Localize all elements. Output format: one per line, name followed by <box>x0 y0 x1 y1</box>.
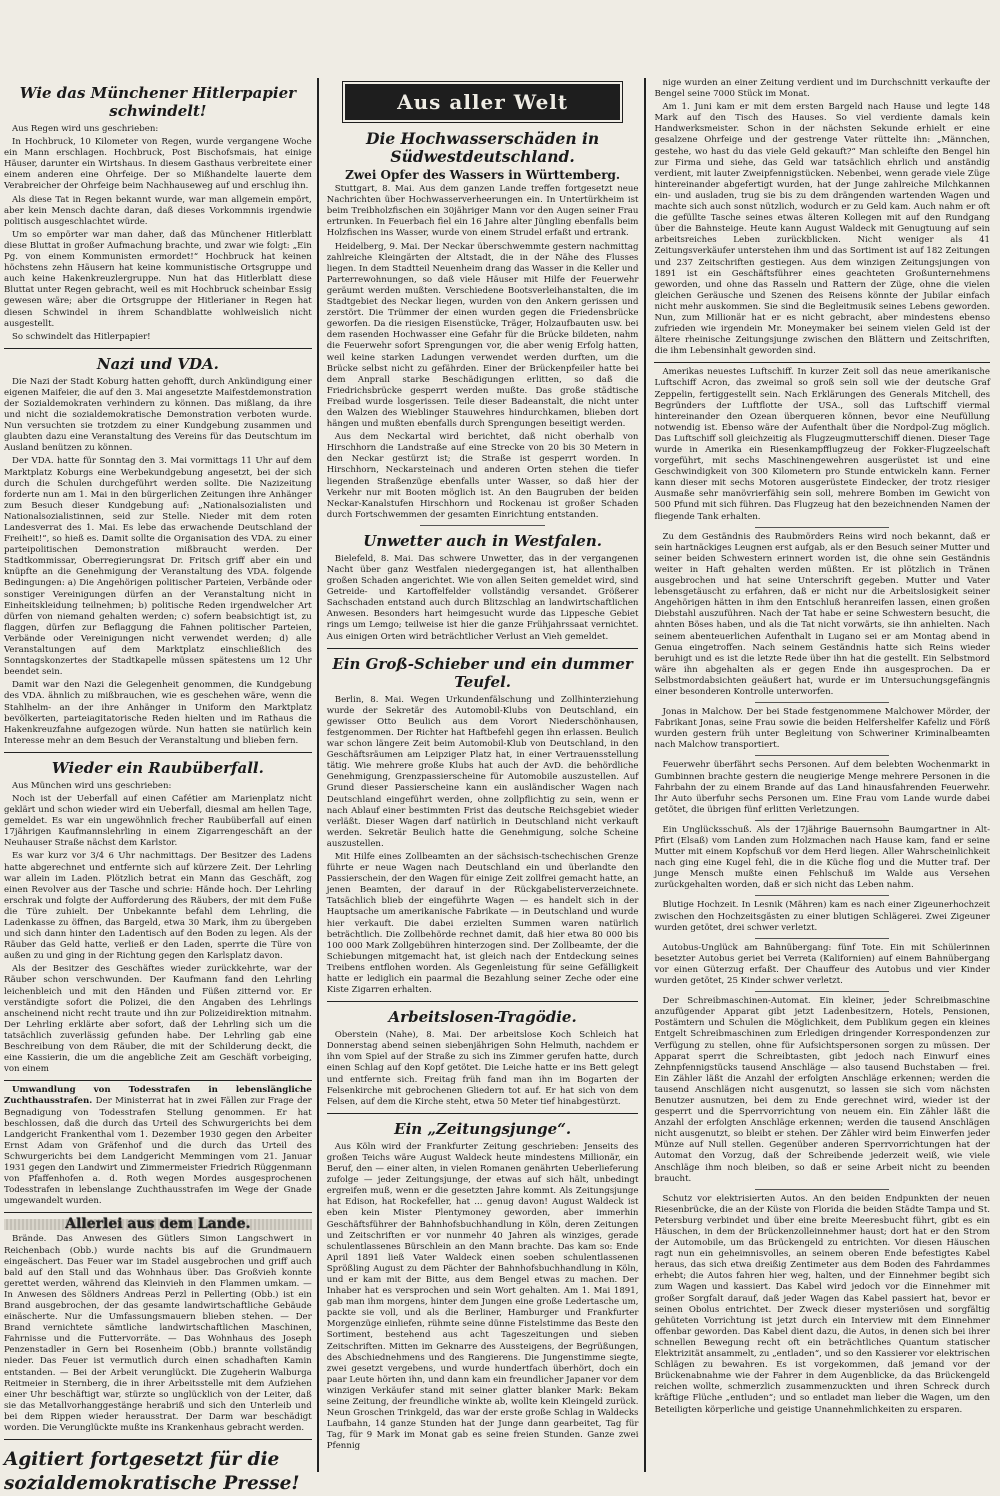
divider <box>755 755 889 756</box>
divider <box>755 895 889 896</box>
headline-raubueberfall: Wieder ein Raubüberfall. <box>51 758 264 777</box>
divider <box>4 752 312 753</box>
paragraph: Damit war den Nazi die Gelegenheit genommen, die Kundgebung des VDA. ähnlich zu mißbrauchen, wie es geschehen wäre, wenn die Stahlhelm- an der ihre Anhänger in Uniform den Marktplatz bevölkerten, parteiagitatorische Reden hielten und im Rathaus die Hakenkreuzfahne aufgezogen würde. Nun hatten sie natürlich kein Interesse mehr an dem Besuch der Veranstaltung und blieben fern. <box>4 680 312 746</box>
divider <box>327 648 639 649</box>
divider <box>755 527 889 528</box>
divider <box>420 525 545 526</box>
slogan-line-1: Agitiert fortgesetzt für die <box>4 1449 280 1471</box>
headline-hitlerpapier: Wie das Münchener Hitlerpapier schwindelt! <box>19 84 297 120</box>
divider <box>755 1189 889 1190</box>
headline-gross-schieber: Ein Groß-Schieber und ein dummer Teufel. <box>332 654 633 691</box>
paragraph: Die Nazi der Stadt Koburg hatten gehofft, durch Ankündigung einer eigenen Maifeier, die auf den 3. Mai angesetzte Maifestdemonstration der Sozialdemokraten verhindern zu können. Das mißlang, da ihre und nicht die sozialdemokratische Demonstration verboten wurde. Nun versuchten sie trotzdem zu einer Kundgebung zusammen und glaubten dazu eine Veranstaltung des Vereins für das Deutschtum im Ausland benützen zu können. <box>4 376 312 454</box>
paragraph-autobus: Autobus-Unglück am Bahnübergang: fünf Tote. Ein mit Schülerinnen besetzter Autobus geriet bei Verreta (Kalifornien) auf einem Bahnübergang vor einen Güterzug erfaßt. Der Chauffeur des Autobus und vier Kinder wurden getötet, 25 Kinder schwer verletzt. <box>654 942 991 987</box>
paragraph-feuerwehr: Feuerwehr überfährt sechs Personen. Auf dem belebten Wochenmarkt in Gumbinnen brachte gestern die neugierige Menge mehrere Personen in die Fahrbahn der zu einem Brande auf das Land hinausfahrenden Feuerwehr. Ihr Auto überfuhr sechs Personen um. Eine Frau vom Lande wurde dabei getötet, die übrigen fünf erlitten Verletzungen. <box>654 760 991 815</box>
paragraph: Am 1. Juni kam er mit dem ersten Bargeld nach Hause und legte 148 Mark auf den Tisch des Hauses. So viel verdiente damals kein Handwerksmeister. Schon in der nächsten Sekunde erhielt er eine gesalzene Ohrfeige und der gestrenge Vater rüttelte ihn: „Männchen, gestehe, wo hast du das viele Geld gekauft?“ Man schleifte den Bengel hin zur Firma und siehe, das Geld war tatsächlich ehrlich und anständig verdient, mit lauter Zweipfennigstücken. Nebenbei, wenn gerade viele Züge hintereinander abgefertigt wurden, hat der Junge zahlreiche Milchkannen ein- und ausladen, trug sie bis zu dem drängenden wartenden Wagen und machte sich auch sonst nützlich, wodurch er zu Geld kam. Auch nahm er oft die gefüllte Tasche seines etwas älteren Kollegen mit auf den Rundgang über die Bahnsteige. Heute kann August Waldeck mit Genugtuung auf sein arbeitsreiches Leben zurückblicken. Nicht weniger als 41 Zeitungsverkäufer unterstehen ihm und das Sortiment ist auf 182 Zeitungen und 237 Zeitschriften gestiegen. Aus dem winzigen Zeitungsjungen von 1891 ist ein Geschäftsführer eines geachteten Großunternehmens geworden, und ohne das Rasseln und Rattern der Züge, ohne die vielen gleichen Geräusche und Szenen des Reisens könnte der Jubilar einfach nicht mehr auskommen. Sie sind die Begleitmusik seines Lebens geworden. Nun, zum Millionär hat er es nicht gebracht, aber mindestens ebenso zufrieden wie irgendein Mr. Moneymaker bei seinem vielen Geld ist der ältere rheinische Zeitungsjunge zwischen den Blättern und Zeitschriften, die ihm Lebensinhalt geworden sind. <box>654 102 991 357</box>
paragraph-jonas: Jonas in Malchow. Der bei Stade festgenommene Malchower Mörder, der Fabrikant Jonas, seine Frau sowie die beiden Helfershelfer Kafeliz und Förß wurden gestern früh unter Begleitung von Schweriner Kriminalbeamten nach Malchow transportiert. <box>654 707 991 751</box>
slogan-line-2: sozialdemokratische Presse! <box>4 1473 300 1495</box>
divider <box>4 1080 312 1081</box>
divider <box>4 1439 312 1440</box>
paragraph: Es war kurz vor 3/4 6 Uhr nachmittags. Der Besitzer des Ladens hatte abgerechnet und entfernte sich auf kürzere Zeit. Der Lehrling war allein im Laden. Plötzlich betrat ein Mann das Geschäft, zog einen Revolver aus der Tasche und schrie: Hände hoch. Der Lehrling erschrak und folgte der Aufforderung des Räubers, der mit dem Fuße die Türe zuhielt. Der Unbekannte befahl dem Lehrling, die Ladenkasse zu öffnen, das Bargeld, etwa 30 Mark, ihm zu übergeben und sich dann hinter den Ladentisch auf den Boden zu legen. Als der Räuber das Geld hatte, verließ er den Laden, sperrte die Türe von außen zu und ging in der Richtung gegen den Karlsplatz davon. <box>4 851 312 962</box>
paragraph: Berlin, 8. Mai. Wegen Urkundenfälschung und Zollhinterziehung wurde der Sekretär des Automobil-Klubs von Deutschland, ein gewisser Otto Beulich aus dem Vorort Niederschönhausen, festgenommen. Der Richter hat Haftbefehl gegen ihn erlassen. Beulich war schon längere Zeit beim Automobil-Klub von Deutschland, in den Geschäftsräumen am Leipziger Platz hat, in einer Vertrauensstellung tätig. Wie mehrere große Klubs hat auch der AvD. die behördliche Genehmigung, Grenzpassierscheine für Automobile auszustellen. Auf Grund dieser Passierscheine kann ein ausländischer Wagen nach Deutschland eingeführt werden, ohne zollpflichtig zu sein, wenn er nach Ablauf einer bestimmten Frist das deutsche Reichsgebiet wieder verläßt. Dieser Wagen darf natürlich in Deutschland nicht verkauft werden. Sekretär Beulich hatte die Genehmigung, solche Scheine auszustellen. <box>326 694 639 849</box>
paragraph: Bielefeld, 8. Mai. Das schwere Unwetter, das in der vergangenen Nacht über ganz Westfalen niedergegangen ist, hat allenthalben großen Schaden angerichtet. Wie von allen Seiten gemeldet wird, sind Getreide- und Kartoffelfelder vollständig versandet. Größerer Sachschaden entstand auch durch Blitzschlag an landwirtschaftlichen Anwesen. Besonders hart heimgesucht wurde das Lippesche Gebiet rings um Lemgo; teilweise ist hier die ganze Frühjahrssaat vernichtet. Aus einigen Orten wird beträchtlicher Verlust an Vieh gemeldet. <box>326 553 639 642</box>
paragraph: Aus Köln wird der Frankfurter Zeitung geschrieben: Jenseits des großen Teichs wäre August Waldeck heute mindestens Millionär, ein Beruf, den — einer alten, in vielen Romanen genährten Ueberlieferung zufolge — jeder Zeitungsjunge, der etwas auf sich hält, unbedingt ergreifen muß, wenn er die gesetzten Jahre kommt. Als Zeitungsjunge hat Edison, hat Rockefeller, hat ... genug davon! August Waldeck ist eben kein Mister Plentymoney geworden, aber immerhin Geschäftsführer der Bahnhofsbuchhandlung in Köln, deren Zeitungen und Zeitschriften er vor nunmehr 40 Jahren als winziges, gerade schulentlassenes Bürschlein an den Mann brachte. Das kam so: Ende April 1891 ließ Vater Waldeck einen soeben schulentlassenen Sprößling August zu dem Pächter der Bahnhofsbuchhandlung in Köln, und er kam mit der Bitte, aus dem Bengel etwas zu machen. Der Inhaber hat es versprochen und sein Wort gehalten. Am 1. Mai 1891, gab man ihm morgens, hinter dem Jungen eine große Ledertasche um, packte sie voll, und als die Berliner, Hamburger und Frankfurter Morgenzüge einliefen, rühmte seine dünne Fistelstimme das Beste den Sortiment, bestehend aus acht Tageszeitungen und sieben Zeitschriften. Mitten im Geknarre des Aussteigens, der Begrüßungen, des Abschiednehmens und des Rangierens. Die Jungenstimme siegte, zwei gesetzt vergebens, und wurde hundertfach überhört, doch ein paar Leute hörten ihn, und dann kam ein freundlicher Japaner vor dem winzigen Verkäufer stand mit seiner glatter blanker Mark: Bekam seine Zeitung, der freundliche winkte ab, wollte kein Kleingeld zurück. Neun Groschen Trinkgeld, das war der erste große Schlag in Waldecks Laufbahn, 14 ganze Stunden hat der Junge dann gearbeitet, Tag für Tag, für 9 Mark im Monat gab es seine freien Stunden. Ganze zwei Pfennig <box>326 1141 639 1452</box>
paragraph: Stuttgart, 8. Mai. Aus dem ganzen Lande treffen fortgesetzt neue Nachrichten über Hochwasserverheerungen ein. In Untertürkheim ist beim Treibholzfischen ein 30jähriger Mann vor den Augen seiner Frau ertrunken. In Feuerbach fiel ein 16 Jahre alter Jüngling ebenfalls beim Holzfischen ins Wasser, wurde von einem Strudel erfaßt und ertrank. <box>326 184 639 239</box>
paragraph: Als der Besitzer des Geschäftes wieder zurückkehrte, war der Räuber schon verschwunden. Der Kaufmann fand den Lehrling leichenbleich und mit den Händen und Füßen zitternd vor. Er verständigte sofort die Polizei, die den Angaben des Lehrlings anscheinend nicht recht traute und ihn zur Polizeidirektion mitnahm. Der Lehrling erklärte aber sofort, daß der Lehrling sich um die tatsächlich zuverlässig gefunden habe. Der Lehrling gab eine Beschreibung von dem Räuber, die mit der Schilderung deckt, die eine Kassierin, die um die angebliche Zeit am Geschäft vorbeiging, von einem <box>4 964 312 1075</box>
paragraph-autos: Schutz vor elektrisierten Autos. An den beiden Endpunkten der neuen Riesenbrücke, die an der Küste von Florida die beiden Städte Tampa und St. Petersburg verbindet und über eine breite Meeresbucht führt, gibt es ein Häuschen, in dem der Brückenzolleinnehmer haust; dort hat er den Strom der Automobile, um das Brückengeld zu entrichten. Vor diesen Häuschen ragt nun ein geheimnisvolles, an seinem oberen Ende befestigtes Kabel heraus, das sich etwa dreißig Zentimeter aus dem Boden des Fahrdammes erhebt; die Autos fahren hier weg, halten, und der Einnehmer begibt sich zum Wagen und kassiert. Das Kabel wird jedoch vor die Einnehmer mit großer Sorgfalt darauf, daß jeder Wagen das Kabel passiert hat, bevor er seinen Obolus entrichtet. Der Zweck dieser mysteriösen und sorgfältig gehüteten Vorrichtung ist jetzt durch ein Interview mit dem Einnehmer offenbar geworden. Das Kabel dient dazu, die Autos, in denen sich bei ihrer schnellen Bewegung recht oft ein beträchtliches Quantum statischer Elektrizität ansammelt, zu „entladen“, und so den Kassierer vor elektrischen Schlägen zu bewahren. Es ist vorgekommen, daß jemand vor der Brückenabnahme wie der Fahrer in dem Augenblicke, da das Brückengeld reichen wollte, schmerzlich zusammenzuckten und ihren Schreck durch kräftige Flüche „entluden“; und so entladet man lieber die Wagen, um den Beteiligten körperliche und geistige Unannehmlichkeiten zu ersparen. <box>654 1193 991 1415</box>
headline-hochwasser: Die Hochwasserschäden in Südwestdeutschland. <box>366 129 600 166</box>
paragraph: Oberstein (Nahe), 8. Mai. Der arbeitslose Koch Schleich hat Donnerstag abend seinen siebenjährigen Sohn Helmuth, nachdem er ihn vom Spiel auf der Straße zu sich ins Zimmer gerufen hatte, durch einen Schlag auf den Kopf getötet. Die Leiche hatte er ins Bett gelegt und entfernte sich. Freitag früh fand man ihn im Bogarten der Felsenkirche mit gebrochenen Gliedern tot auf. Er hat sich von dem Felsen, auf dem die Kirche steht, etwa 50 Meter tief hinabgestürzt. <box>326 1030 639 1107</box>
divider <box>4 1212 312 1213</box>
divider <box>327 1113 639 1114</box>
headline-westfalen: Unwetter auch in Westfalen. <box>363 531 602 550</box>
paragraph: Aus dem Neckartal wird berichtet, daß nicht oberhalb von Hirschhorn die Landstraße auf eine Strecke von 20 bis 30 Metern in den Neckar gestürzt ist; die Straße ist gesperrt worden. In Hirschhorn, Neckarsteinach und anderen Orten stehen die tiefer liegenden Straßenzüge ebenfalls unter Wasser, so daß hier der Verkehr nur mit Booten möglich ist. An den Baugruben der beiden Neckar-Kanalstufen Hirschhorn und Rockenau ist großer Schaden durch Fortschwemmen der gesamten Einrichtung entstanden. <box>326 432 639 520</box>
article-body: Der Ministerrat hat in zwei Fällen zur Frage der Begnadigung von Todesstrafen Stellung genommen. Er hat beschlossen, daß die durch das Urteil des Schwurgerichts bei dem Landgericht Frankenthal vom 1. Dezember 1930 gegen den Arbeiter Ernst Adam von Gräfenhof und die durch das Urteil des Schwurgerichts bei dem Landgericht Memmingen vom 21. Januar 1931 gegen den Landwirt und Zimmermeister Friedrich Rüggenmann von Pfaffenhofen a. d. Roth wegen Mordes ausgesprochenen Todesstrafen in lebenslange Zuchthausstrafen im Wege der Gnade umgewandelt wurden. <box>4 1096 312 1207</box>
divider <box>4 348 312 349</box>
section-banner: Aus aller Welt <box>345 84 621 120</box>
headline-zeitungsjunge: Ein „Zeitungsjunge“. <box>394 1119 572 1138</box>
divider <box>755 702 889 703</box>
divider <box>654 362 990 363</box>
paragraph: So schwindelt das Hitlerpapier! <box>12 331 151 342</box>
paragraph: nige wurden an einer Zeitung verdient und im Durchschnitt verkaufte der Bengel seine 7000 Stück im Monat. <box>654 78 991 100</box>
divider <box>755 820 889 821</box>
paragraph-schreibmaschine: Der Schreibmaschinen-Automat. Ein kleiner, jeder Schreibmaschine anzufügender Apparat gibt jetzt Ladenbesitzern, Hotels, Pensionen, Postämtern und Schulen die Möglichkeit, dem Publikum gegen ein kleines Entgelt Schreibmaschinen zum Erledigen dringender Korrespondenzen zur Verfügung zu stellen, ohne für Aufsichtspersonen sorgen zu müssen. Der Apparat sperrt die Schreibtasten, gibt jedoch nach Einwurf eines Zehnpfennigstücks tausend Anschläge — also tausend Buchstaben — frei. Ein Zähler läßt die Anzahl der erfolgten Anschläge erkennen; werden die tausend Anschlägen nicht ausgenutzt, so lassen sie sich vom nächsten Benutzer ausnutzen, bei dem zu Ende gerechnet wird, wieder ist der gesperrt und die Sperrvorrichtung von neuem ein. Ein Zähler läßt die Anzahl der erfolgten Anschläge erkennen; werden die tausend Anschlägen nicht ausgenutzt, so bleibt er stehen. Der Zähler wird beim Einwerfen jeder Münze auf Null stellen. Gegenüber anderen Sperrvorrichtungen hat der Automat den Vorzug, daß der Schreibende jederzeit weiß, wie viele Anschläge ihm noch bleiben, so daß er seine Arbeit nicht zu beenden braucht. <box>654 996 991 1184</box>
divider <box>327 1001 639 1002</box>
column-left <box>2 78 319 1495</box>
paragraph: Noch ist der Ueberfall auf einen Cafétier am Marienplatz nicht geklärt und schon wieder wird ein Ueberfall, diesmal am hellen Tage, gemeldet. Es war ein ungewöhnlich frecher Raubüberfall auf einen 17jährigen Kaufmannslehrling in einem Zigarrengeschäft an der Neuhauser Straße nächst dem Karlstor. <box>4 793 312 849</box>
paragraph: Als diese Tat in Regen bekannt wurde, war man allgemein empört, aber kein Mensch dachte daran, daß dieses Vorkommnis irgendwie politisch ausgeschlachtet würde. <box>4 194 312 227</box>
paragraph-unglueckschuss: Ein Unglücksschuß. Als der 17jährige Bauernsohn Baumgartner in Alt-Pfirt (Elsaß) vom Landen zum Holzmachen nach Hause kam, fand er seine Mutter mit einem Kopfschuß vor dem Herd liegen. Aller Wahrscheinlichkeit nach ging eine Kugel fehl, die in die Küche flog und die Mutter traf. Der junge Mensch mußte einen Fehlschuß im Walde aus Versehen zurückgehalten worden, daß er sich nicht das Leben nahm. <box>654 824 991 891</box>
paragraph-raubmoerder: Zu dem Geständnis des Raubmörders Reins wird noch bekannt, daß er sein hartnäckiges Leugnen erst aufgab, als er den Besuch seiner Mutter und seiner beiden Schwestern erinnert worden ist, die ohne sein Geständnis weiter in Haft gehalten werden müßten. Er ist plötzlich in Tränen ausgebrochen und hat seine Unterschrift gegeben. Mutter und Vater lebensgetäuscht zu erfahren, daß er nicht nur die Arbeitslosigkeit seiner Angehörigen hätten in ihm den Entschluß heranreifen lassen, einen großen Diebstahl auszuführen. Nach der Tat habe er seine Schwestern besucht, die ahnten Böses haben, und als die Tat nicht vorwärts, sie ihn anhielten. Nach seinem abenteuerlichen Aufenthalt in Lugano sei er am Montag abend in Genua eingetroffen. Nach seinem Geständnis hatte sich Reins wieder beruhigt und es ist die letzte Rede über ihn hat die gestellt. Ein Selbstmord wäre ihn abgehalten als er gegen Ende ihn ausgesprochen. Da er Selbstmordabsichten geäußert hat, wurde er im Untersuchungsgefängnis einer besonderen Kontrolle unterworfen. <box>654 531 991 697</box>
paragraph: Heidelberg, 9. Mai. Der Neckar überschwemmte gestern nachmittag zahlreiche Kleingärten der Altstadt, die in der Nähe des Flusses liegen. In dem Stadtteil Neuenheim drang das Wasser in die Keller und Parterrewohnungen, so daß viele Häuser mit Hilfe der Feuerwehr geräumt werden mußten. Verschiedene Bootsverleihanstalten, die im Stadtgebiet des Neckar liegen, wurden von den Ankern gerissen und zerstört. Die Trümmer der einen wurden gegen die Friedensbrücke geworfen. Da die riesigen Eisenstücke, Träger, Holzaufbauten usw. bei dem rasenden Hochwasser eine Gefahr für die Brücke bildeten, nahm die Feuerwehr sofort Sprengungen vor, die aber wenig Erfolg hatten, weil keine starken Ladungen verwendet werden durften, um die Brücke selbst nicht zu gefährden. Einer der Brückenpfeiler hatte bei dem Anprall starke Beschädigungen erlitten, so daß die Friedrichsbrücke gesperrt werden mußte. Das große städtische Freibad wurde losgerissen. Teile dieser Badeanstalt, die nicht unter den Walzen des Wieblinger Stauwehres hindurchkamen, blieben dort hängen und mußten ebenfalls durch Sprengungen beseitigt werden. <box>326 241 639 430</box>
subheadline-wuerttemberg: Zwei Opfer des Wassers in Württemberg. <box>345 168 621 182</box>
paragraph: Aus Regen wird uns geschrieben: <box>12 124 159 134</box>
headline-nazi-vda: Nazi und VDA. <box>96 354 219 373</box>
paragraph: Brände. Das Anwesen des Gütlers Simon Langschwert in Reichenbach (Obb.) wurde nachts bis auf die Grundmauern eingeäschert. Das Feuer war im Stadel ausgebrochen und griff auch bald auf den Stall und das Wohnhaus über. Das Großvieh konnte gerettet werden, während das Kleinvieh in den Flammen umkam. — In Anwesen des Söldners Andreas Perzl in Pellerting (Obb.) ist ein Brand ausgebrochen, der das gesamte landwirtschaftliche Gebäude einäscherte. Nur die Umfassungsmauern blieben stehen. — Der Brand vernichtete sämtliche landwirtschaftlichen Maschinen, Fahrnisse und die Futtervorräte. — Das Wohnhaus des Joseph Penzenstadler in Gern bei Rosenheim (Obb.) brannte vollständig nieder. Das Feuer ist vermutlich durch einen schadhaften Kamin entstanden. — Bei der Arbeit verunglückt. Die Zugeherin Walburga Reitmeier in Sternberg, die in ihrer Arbeitsstelle mit dem Aufziehen einer Uhr beschäftigt war, stürzte so unglücklich von der Leiter, daß sie das Metallvorhanggestänge herabriß und sich den Unterleib und bei dem Rippen wieder herausstrat. Der Darm war beschädigt worden. Die Verunglückte mußte ins Krankenhaus gebracht werden. <box>4 1234 312 1434</box>
article-title: Umwandlung von Todesstrafen in lebenslängliche Zuchthausstrafen. <box>4 1085 312 1107</box>
paragraph: Aus München wird uns geschrieben: <box>12 780 172 791</box>
divider <box>755 938 889 939</box>
column-right <box>646 78 994 1472</box>
divider <box>755 991 889 992</box>
headline-allerlei: Allerlei aus dem Lande. <box>4 1219 312 1230</box>
paragraph: Um so empörter war man daher, daß das Münchener Hitlerblatt diese Bluttat in großer Aufmachung brachte, und zwar wie folgt: „Ein Pg. von einem Kommunisten ermordet!“ Hochbruck hat keinen höchstens zehn Häusern hat keine kommunistische Ortsgruppe und auch keine Hakenkreuzlergruppe. Nun hat das Hitlerblatt diese Bluttat unter Regen gebracht, weil es mit Hochbruck scheinbar Essig gewesen wäre; aber die Ortsgruppe der Hitlerianer in Regen hat diesen Schwindel in ihrem Schandblatte wohlweislich nicht ausgestellt. <box>4 229 312 329</box>
paragraph: In Hochbruck, 10 Kilometer von Regen, wurde vergangene Woche ein Mann erschlagen. Hochbruck, Post Bischofsmais, hat einige Häuser, darunter ein Wirtshaus. In diesem Gasthaus verbreitete einer einem anderen eine Ohrfeige. Der so Mißhandelte lauerte dem Verabreicher der Ohrfeige beim Nachhauseweg auf und erschlug ihn. <box>4 137 312 192</box>
paragraph-hochzeit: Blutige Hochzeit. In Lesnik (Mähren) kam es nach einer Zigeunerhochzeit zwischen den Hochzeitsgästen zu einer blutigen Schlägerei. Zwei Zigeuner wurden getötet, drei schwer verletzt. <box>654 900 991 933</box>
paragraph: Der VDA. hatte für Sonntag den 3. Mai vormittags 11 Uhr auf dem Marktplatz Koburgs eine Werbekundgebung angesetzt, bei der sich durch die Schulen durchgeführt werden sollte. Die Nazizeitung forderte nun am 1. Mai in den bürgerlichen Zeitungen ihre Anhänger zum Besuch dieser Kundgebung auf: „Nationalsozialisten und Nationalsozialistinnen, seid zur Stelle. Nieder mit dem roten Landesverrat des 1. Mai. Es lebe das erwachende Deutschland der Freiheit!“, so hieß es. Damit sollte die Organisation des VDA. zu einer parteipolitischen Demonstration mißbraucht werden. Der Stadtkommissar, Oberregierungsrat Dr. Fritsch griff aber ein und knüpfte an die Genehmigung der Veranstaltung des VDA. folgende Bedingungen: a) Die Angehörigen politischer Parteien, Verbände oder sonstiger Vereinigungen dürfen an der Veranstaltung nicht in Einheitskleidung teilnehmen; b) politische Reden irgendwelcher Art dürfen von niemand gehalten werden; c) sofern beabsichtigt ist, zu flaggen, dürfen zur Beflaggung die Fahnen politischer Parteien, Verbände oder Vereinigungen nicht verwendet werden; d) alle Veranstaltungen auf dem Marktplatz einschließlich des Sonntagskonzertes der Stadtkapelle müssen spätestens um 12 Uhr beendet sein. <box>4 456 312 678</box>
paragraph-luftschiff: Amerikas neuestes Luftschiff. In kurzer Zeit soll das neue amerikanische Luftschiff Acron, das zweimal so groß sein soll wie der deutsche Graf Zeppelin, fertiggestellt sein. Nach Erklärungen des Generals Mitchell, des Begründers der Luftflotte der USA., soll das Luftschiff viermal hintereinander den Ozean überqueren können, bevor eine Neufüllung notwendig ist. Ebenso wäre der Aufenthalt über die Nordpol-Zug möglich. Das Luftschiff soll gleichzeitig als Flugzeugmutterschiff dienen. Dieser Tage wurde in Amerika ein Riesenkampfflugzeug der Fokker-Flugzeelschaft vorgeführt, mit sechs Maschinengewehren ausgerüstet ist und eine Geschwindigkeit von 300 Kilometern pro Stunde entwickeln kann. Ferner kann dieser mit sechs Motoren ausgerüstete Eindecker, der trotz riesiger Ausmaße sehr manövrierfähig sein soll, mehrere Bomben im Gewicht von 500 Pfund mit sich führen. Das Flugzeug hat den bezeichnenden Namen der fliegende Tank erhalten. <box>654 367 991 522</box>
paragraph: Mit Hilfe eines Zollbeamten an der sächsisch-tschechischen Grenze führte er neue Wagen nach Deutschland ein und überlandte den Passierschein, der den Wagen für einige Zeit zollfrei gemacht hatte, an jenen Beamten, der darauf in der Rückgabelisterverzeichnete. Tatsächlich blieb der eingeführte Wagen — es handelt sich in der Hauptsache um amerikanische Fabrikate — in Deutschland und wurde hier verkauft. Die dabei erzielten Summen waren natürlich beträchtlich. Die Zollbehörde rechnet damit, daß hier etwa 80 000 bis 100 000 Mark Zollgebühren hinterzogen sind. Der Zollbeamte, der die Schiebungen mitgemacht hat, ist gleich nach der Entdeckung seines Treibens entflohen worden. Als Gegenleistung für seine Gefälligkeit hatte er lediglich ein paarmal die Bezahlung seiner Zeche oder eine Kiste Zigarren erhalten. <box>326 851 639 996</box>
headline-arbeitslosen-tragoedie: Arbeitslosen-Tragödie. <box>388 1008 577 1027</box>
paragraph-todesstrafen <box>4 1085 312 1207</box>
column-middle <box>319 78 647 1472</box>
